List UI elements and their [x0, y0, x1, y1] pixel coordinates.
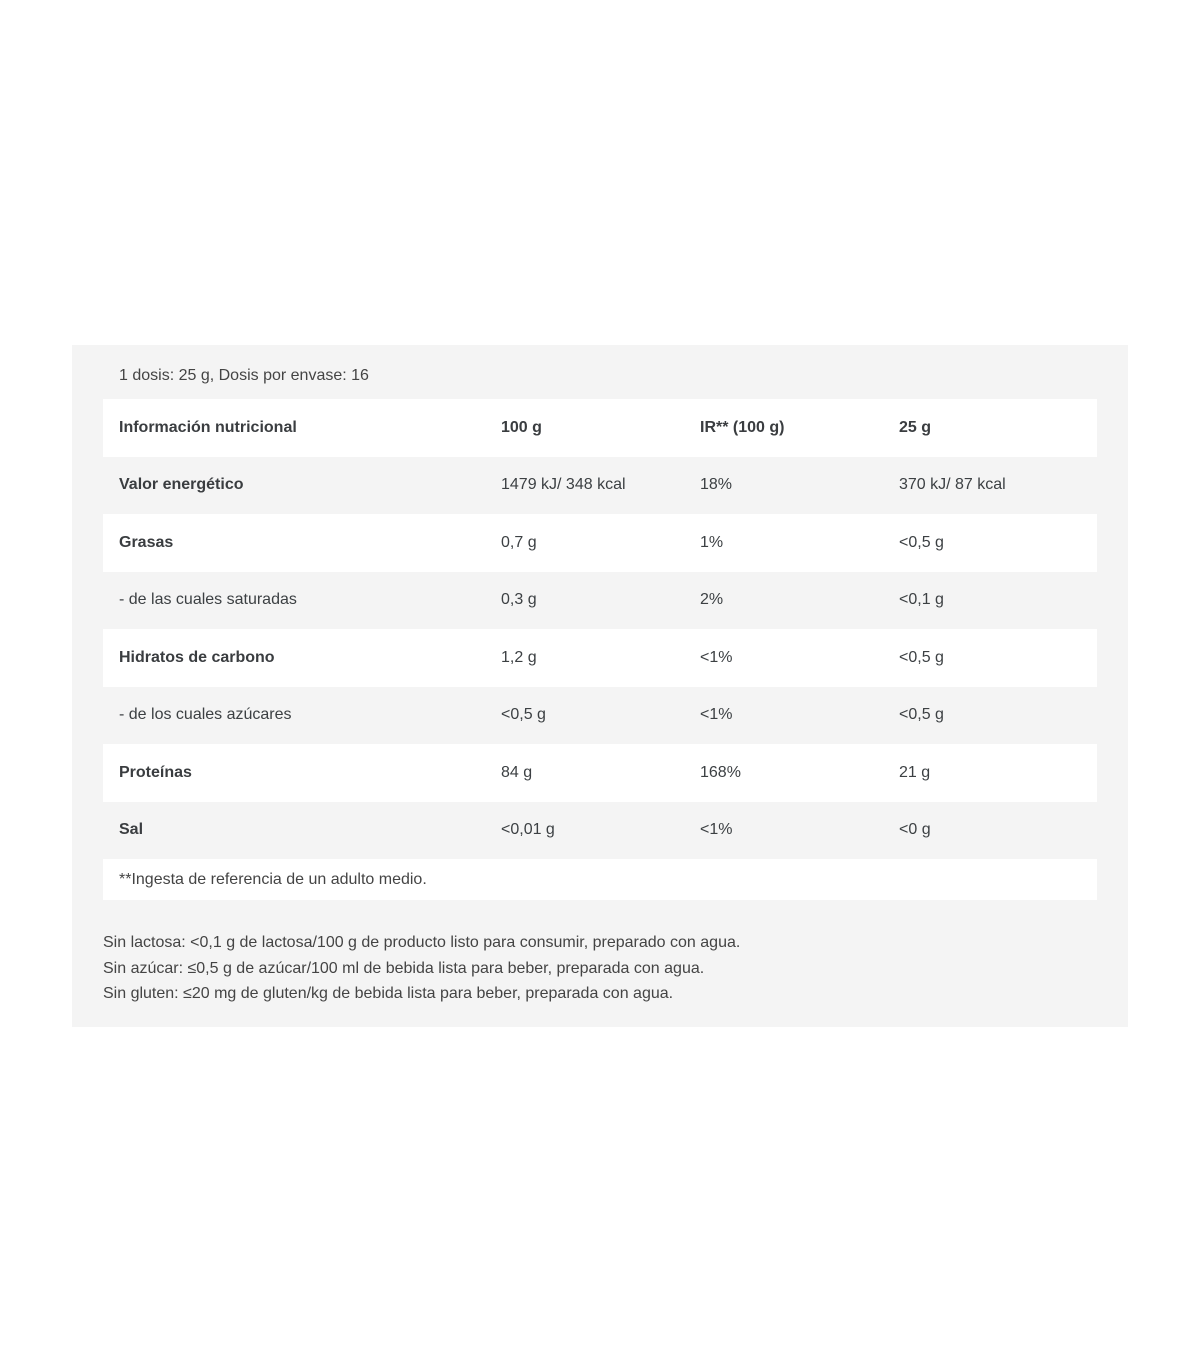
row-per-100g: <0,5 g [501, 706, 546, 724]
row-per-25g: <0,5 g [899, 533, 944, 551]
nutrition-table [103, 399, 1097, 900]
table-footnote: **Ingesta de referencia de un adulto medio. [103, 859, 1097, 900]
row-label: - de las cuales saturadas [119, 591, 297, 609]
row-per-25g: <0,5 g [899, 706, 944, 724]
row-per-25g: 370 kJ/ 87 kcal [899, 476, 1006, 494]
table-row [103, 687, 1097, 745]
row-label: Grasas [119, 533, 174, 551]
row-per-100g: <0,01 g [501, 821, 555, 839]
row-ir: <1% [700, 821, 733, 839]
row-per-100g: 84 g [501, 763, 533, 781]
row-label: - de los cuales azúcares [119, 706, 292, 724]
dietary-notes [103, 930, 740, 1007]
table-row [103, 514, 1097, 572]
note-gluten: Sin gluten: ≤20 mg de gluten/kg de bebida lista para beber, preparada con agua. [103, 985, 674, 1002]
serving-info: 1 dosis: 25 g, Dosis por envase: 16 [119, 367, 369, 384]
row-ir: 1% [700, 533, 724, 551]
row-per-100g: 1,2 g [501, 648, 537, 666]
row-per-25g: <0 g [899, 821, 931, 839]
table-header-row [103, 399, 1097, 457]
header-ir: IR** (100 g) [700, 418, 785, 436]
row-label: Proteínas [119, 763, 192, 781]
row-ir: 18% [700, 476, 733, 494]
row-per-100g: 0,7 g [501, 533, 537, 551]
row-label: Sal [119, 821, 144, 839]
table-row [103, 629, 1097, 687]
header-per-25g: 25 g [899, 418, 932, 436]
row-ir: <1% [700, 706, 733, 724]
header-nutrition-info: Información nutricional [119, 418, 297, 436]
row-ir: 168% [700, 763, 741, 781]
row-ir: 2% [700, 591, 724, 609]
table-row [103, 572, 1097, 630]
note-lactose: Sin lactosa: <0,1 g de lactosa/100 g de producto listo para consumir, preparado con agua. [103, 934, 741, 951]
row-per-25g: 21 g [899, 763, 931, 781]
table-row [103, 802, 1097, 860]
row-per-25g: <0,1 g [899, 591, 944, 609]
row-per-100g: 0,3 g [501, 591, 537, 609]
row-label: Hidratos de carbono [119, 648, 275, 666]
table-row [103, 744, 1097, 802]
row-per-100g: 1479 kJ/ 348 kcal [501, 476, 626, 494]
row-per-25g: <0,5 g [899, 648, 944, 666]
table-row [103, 457, 1097, 515]
note-sugar: Sin azúcar: ≤0,5 g de azúcar/100 ml de bebida lista para beber, preparada con agua. [103, 959, 705, 977]
row-label: Valor energético [119, 476, 244, 494]
header-per-100g: 100 g [501, 418, 542, 436]
nutrition-panel [72, 345, 1128, 1027]
row-ir: <1% [700, 648, 733, 666]
